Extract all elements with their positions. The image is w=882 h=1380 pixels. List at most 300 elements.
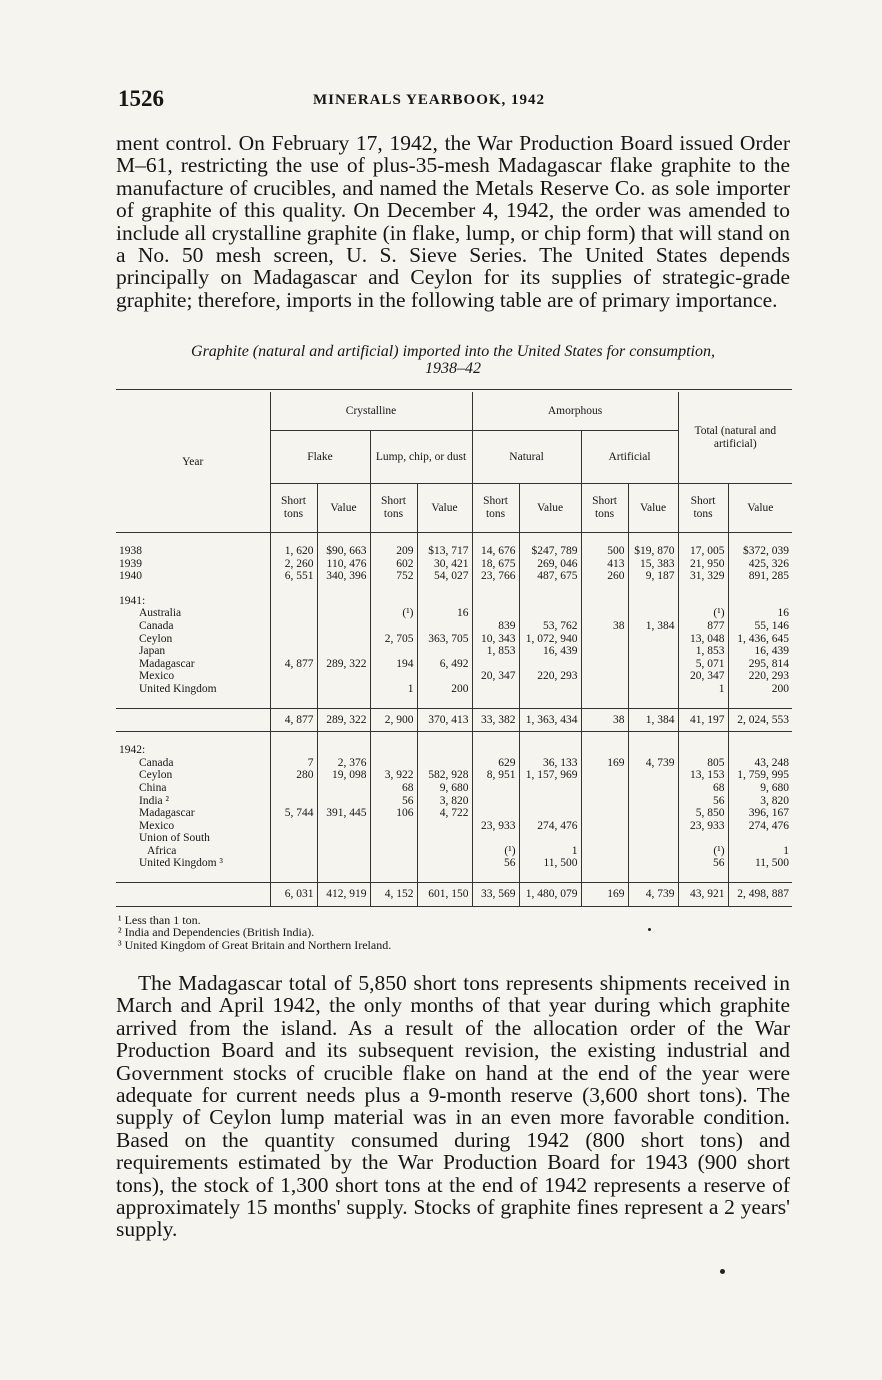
country-row-1942 <box>116 820 792 833</box>
table-cell: 582, 928 <box>417 769 472 782</box>
footnote-3: ³ United Kingdom of Great Britain and Northern Ireland. <box>118 937 392 952</box>
table-cell: 363, 705 <box>417 633 472 646</box>
table-cell <box>628 870 678 883</box>
table-cell <box>519 683 581 696</box>
table-cell: 280 <box>270 769 317 782</box>
table-cell: 33, 382 <box>472 708 519 732</box>
table-cell <box>628 807 678 820</box>
table-cell: 16 <box>728 607 792 620</box>
table-cell: 17, 005 <box>678 545 728 558</box>
table-cell <box>317 607 370 620</box>
row-label: 1939 <box>119 557 142 570</box>
table-cell <box>370 857 417 870</box>
table-cell <box>728 533 792 546</box>
table-cell <box>678 533 728 546</box>
table-cell: (¹) <box>370 607 417 620</box>
table-cell <box>417 533 472 546</box>
table-cell <box>581 744 628 757</box>
table-cell: 7 <box>270 757 317 770</box>
row-label: Union of South <box>139 832 210 845</box>
table-cell <box>628 744 678 757</box>
table-cell: $372, 039 <box>728 545 792 558</box>
table-cell <box>417 870 472 883</box>
table-cell <box>317 732 370 745</box>
table-cell <box>628 769 678 782</box>
table-cell: 3, 820 <box>417 795 472 808</box>
short-tons-header: Short tons <box>678 484 728 533</box>
table-cell: 5, 071 <box>678 658 728 671</box>
table-cell <box>317 595 370 608</box>
row-label: Ceylon <box>139 769 173 782</box>
table-cell <box>317 533 370 546</box>
table-cell <box>728 870 792 883</box>
table-cell: (¹) <box>678 607 728 620</box>
table-cell <box>317 683 370 696</box>
table-cell <box>417 732 472 745</box>
table-cell <box>417 857 472 870</box>
table-cell: 56 <box>678 857 728 870</box>
table-cell: 5, 850 <box>678 807 728 820</box>
row-label: India ² <box>139 794 169 807</box>
table-cell: 601, 150 <box>417 883 472 907</box>
table-cell <box>370 845 417 858</box>
table-cell: 200 <box>417 683 472 696</box>
table-cell <box>370 732 417 745</box>
row-label: Madagascar <box>139 807 195 820</box>
table-cell <box>519 795 581 808</box>
table-cell <box>317 820 370 833</box>
table-cell: 14, 676 <box>472 545 519 558</box>
table-cell <box>678 832 728 845</box>
table-cell: 20, 347 <box>678 670 728 683</box>
row-label: Africa <box>147 844 177 857</box>
table-cell <box>417 620 472 633</box>
table-cell: 11, 500 <box>728 857 792 870</box>
table-cell: 43, 921 <box>678 883 728 907</box>
table-cell: 370, 413 <box>417 708 472 732</box>
table-cell <box>628 832 678 845</box>
table-cell: 209 <box>370 545 417 558</box>
table-cell <box>417 820 472 833</box>
row-label: Canada <box>139 756 174 769</box>
spacer-row <box>116 696 792 709</box>
table-cell: 2, 024, 553 <box>728 708 792 732</box>
row-label: United Kingdom ³ <box>139 857 223 870</box>
table-cell: 839 <box>472 620 519 633</box>
table-cell: $90, 663 <box>317 545 370 558</box>
table-cell: 1 <box>678 683 728 696</box>
table-cell <box>270 732 317 745</box>
table-cell <box>417 670 472 683</box>
table-cell: 4, 877 <box>270 658 317 671</box>
table-cell <box>317 620 370 633</box>
table-cell <box>472 744 519 757</box>
table-cell: 36, 133 <box>519 757 581 770</box>
table-cell <box>581 583 628 595</box>
table-cell: 23, 933 <box>472 820 519 833</box>
table-cell <box>472 807 519 820</box>
table-cell <box>370 832 417 845</box>
table-cell <box>628 670 678 683</box>
table-cell: $19, 870 <box>628 545 678 558</box>
table-cell: 413 <box>581 558 628 571</box>
short-tons-header: Short tons <box>270 484 317 533</box>
table-cell <box>472 870 519 883</box>
lump-header: Lump, chip, or dust <box>370 431 472 484</box>
row-label: Canada <box>139 619 174 632</box>
table-cell: 13, 048 <box>678 633 728 646</box>
table-cell <box>628 533 678 546</box>
table-cell: 1, 759, 995 <box>728 769 792 782</box>
table-cell <box>519 832 581 845</box>
year-header: Year <box>116 392 270 533</box>
table-cell <box>270 633 317 646</box>
row-label: Mexico <box>139 670 175 683</box>
table-cell: 3, 820 <box>728 795 792 808</box>
table-cell: 13, 153 <box>678 769 728 782</box>
spacer-row <box>116 583 792 595</box>
table-cell <box>519 607 581 620</box>
spacer-row <box>116 732 792 745</box>
table-cell <box>370 533 417 546</box>
country-row-1941 <box>116 633 792 646</box>
table-cell <box>628 820 678 833</box>
country-row-1942 <box>116 795 792 808</box>
table-cell: 629 <box>472 757 519 770</box>
table-cell <box>519 658 581 671</box>
table-cell <box>370 620 417 633</box>
total-row-1942 <box>116 883 792 907</box>
table-cell: 15, 383 <box>628 558 678 571</box>
table-top-rule <box>116 389 792 390</box>
table-cell: 20, 347 <box>472 670 519 683</box>
table-cell <box>728 696 792 709</box>
table-cell: 16, 439 <box>728 645 792 658</box>
table-cell: 2, 376 <box>317 757 370 770</box>
table-cell: 54, 027 <box>417 570 472 583</box>
row-label: Madagascar <box>139 657 195 670</box>
table-cell: 68 <box>370 782 417 795</box>
table-cell <box>270 845 317 858</box>
row-label: Ceylon <box>139 632 173 645</box>
table-cell <box>417 744 472 757</box>
table-cell <box>417 583 472 595</box>
table-cell <box>270 595 317 608</box>
spacer-row <box>116 870 792 883</box>
table-cell <box>417 832 472 845</box>
table-cell <box>472 696 519 709</box>
table-cell <box>270 533 317 546</box>
table-cell: 289, 322 <box>317 658 370 671</box>
artificial-header: Artificial <box>581 431 678 484</box>
table-cell <box>728 595 792 608</box>
table-cell <box>581 670 628 683</box>
caption-line-1: Graphite (natural and artificial) imported into the United States for consumption, <box>191 343 715 360</box>
table-cell <box>628 595 678 608</box>
table-cell: 23, 766 <box>472 570 519 583</box>
table-cell: 1, 384 <box>628 708 678 732</box>
value-header: Value <box>317 484 370 533</box>
table-cell <box>270 782 317 795</box>
table-cell <box>581 533 628 546</box>
table-cell: 1, 072, 940 <box>519 633 581 646</box>
table-cell: 16, 439 <box>519 645 581 658</box>
total-header: Total (natural and artificial) <box>678 392 792 484</box>
table-cell: 220, 293 <box>519 670 581 683</box>
table-cell <box>628 633 678 646</box>
table-cell <box>317 744 370 757</box>
table-cell: 877 <box>678 620 728 633</box>
table-cell: 30, 421 <box>417 558 472 571</box>
table-cell <box>472 832 519 845</box>
table-cell: 289, 322 <box>317 708 370 732</box>
short-tons-header: Short tons <box>472 484 519 533</box>
table-cell: 295, 814 <box>728 658 792 671</box>
table-cell: 500 <box>581 545 628 558</box>
table-cell: 6, 551 <box>270 570 317 583</box>
table-cell: $247, 789 <box>519 545 581 558</box>
country-row-1941 <box>116 645 792 658</box>
graphite-imports-table <box>116 392 792 907</box>
table-cell <box>678 744 728 757</box>
table-cell: 2, 900 <box>370 708 417 732</box>
table-cell <box>270 583 317 595</box>
table-cell <box>317 645 370 658</box>
table-cell <box>270 857 317 870</box>
table-cell <box>317 870 370 883</box>
table-cell <box>417 757 472 770</box>
total-row-1941 <box>116 708 792 732</box>
table-cell: 1, 620 <box>270 545 317 558</box>
table-cell <box>519 870 581 883</box>
page-number: 1526 <box>118 86 164 111</box>
union-of-south-africa-row-line2 <box>116 845 792 858</box>
table-cell: 4, 722 <box>417 807 472 820</box>
table-cell <box>116 583 270 595</box>
table-cell <box>270 607 317 620</box>
table-cell <box>581 607 628 620</box>
table-cell <box>628 857 678 870</box>
table-cell <box>728 583 792 595</box>
section-1941 <box>116 595 792 608</box>
country-row-1941 <box>116 683 792 696</box>
row-label <box>116 883 270 907</box>
table-cell: 169 <box>581 883 628 907</box>
table-cell <box>270 832 317 845</box>
table-cell <box>370 696 417 709</box>
table-cell <box>370 583 417 595</box>
section-1942 <box>116 744 792 757</box>
row-label <box>116 708 270 732</box>
table-cell: 23, 933 <box>678 820 728 833</box>
table-cell <box>270 744 317 757</box>
table-cell: 56 <box>678 795 728 808</box>
short-tons-header: Short tons <box>581 484 628 533</box>
spacer-row <box>116 533 792 546</box>
table-cell: 340, 396 <box>317 570 370 583</box>
table-cell <box>628 782 678 795</box>
table-cell <box>519 533 581 546</box>
table-cell: 9, 680 <box>417 782 472 795</box>
table-cell: 56 <box>472 857 519 870</box>
table-cell: 274, 476 <box>728 820 792 833</box>
table-bottom-rule <box>116 906 792 907</box>
table-cell <box>116 870 270 883</box>
table-cell <box>417 645 472 658</box>
table-cell: 274, 476 <box>519 820 581 833</box>
table-cell: 2, 705 <box>370 633 417 646</box>
table-cell <box>581 696 628 709</box>
table-cell <box>678 583 728 595</box>
table-cell <box>519 595 581 608</box>
table-cell <box>317 857 370 870</box>
table-cell: 805 <box>678 757 728 770</box>
table-cell <box>581 857 628 870</box>
table-cell <box>581 683 628 696</box>
print-speck <box>648 928 651 931</box>
row-label: Mexico <box>139 819 175 832</box>
table-cell: 4, 877 <box>270 708 317 732</box>
table-cell: 260 <box>581 570 628 583</box>
table-cell <box>116 732 270 745</box>
table-cell <box>728 832 792 845</box>
table-cell <box>678 595 728 608</box>
table-cell <box>317 633 370 646</box>
country-row-1941 <box>116 620 792 633</box>
table-cell <box>519 782 581 795</box>
value-header: Value <box>628 484 678 533</box>
table-cell <box>417 595 472 608</box>
paragraph-intro: ment control. On February 17, 1942, the War Production Board issued Order M–61, restricting the use of plus-35-mesh Madagascar flake graphite to the manufacture of crucibles, and named the Metals Reserve Co. as sole importer of graphite of this quality. On December 4, 1942, the order was amended to include all crystalline graphite (in flake, lump, or chip form) that will stand on a No. 50 mesh screen, U. S. Sieve Series. The United States depends principally on Madagascar and Ceylon for its supplies of strategic-grade graphite; therefore, imports in the following table are of primary importance. <box>116 131 790 312</box>
table-caption <box>116 343 790 377</box>
table-cell: 6, 031 <box>270 883 317 907</box>
table-cell <box>519 696 581 709</box>
table-cell <box>628 658 678 671</box>
table-cell <box>472 595 519 608</box>
table-cell <box>581 782 628 795</box>
table-cell <box>370 645 417 658</box>
table-cell <box>417 696 472 709</box>
year-row <box>116 545 792 558</box>
table-cell <box>370 595 417 608</box>
table-cell: 41, 197 <box>678 708 728 732</box>
table-cell: 55, 146 <box>728 620 792 633</box>
table-cell <box>581 633 628 646</box>
table-cell: 891, 285 <box>728 570 792 583</box>
page-header <box>118 86 790 118</box>
table-cell <box>270 820 317 833</box>
table-cell <box>581 832 628 845</box>
table-cell: 19, 098 <box>317 769 370 782</box>
table-cell <box>270 620 317 633</box>
table-cell: 106 <box>370 807 417 820</box>
short-tons-header: Short tons <box>370 484 417 533</box>
table-cell <box>317 845 370 858</box>
table-cell <box>370 820 417 833</box>
flake-header: Flake <box>270 431 370 484</box>
table-cell: 1, 157, 969 <box>519 769 581 782</box>
row-label: 1938 <box>119 545 142 557</box>
table-cell <box>270 670 317 683</box>
table-cell: 9, 680 <box>728 782 792 795</box>
table-cell: 5, 744 <box>270 807 317 820</box>
table-cell: 425, 326 <box>728 558 792 571</box>
footnotes <box>118 914 391 951</box>
table-cell <box>628 795 678 808</box>
table-cell: 110, 476 <box>317 558 370 571</box>
table-cell <box>519 807 581 820</box>
table-cell: 4, 152 <box>370 883 417 907</box>
table-cell <box>472 782 519 795</box>
united-kingdom-row-1942 <box>116 857 792 870</box>
table-cell: 2, 260 <box>270 558 317 571</box>
table-cell: 8, 951 <box>472 769 519 782</box>
table-cell <box>628 732 678 745</box>
table-cell: 200 <box>728 683 792 696</box>
table-cell <box>628 645 678 658</box>
table-cell <box>678 696 728 709</box>
table-cell: 1, 436, 645 <box>728 633 792 646</box>
year-row <box>116 570 792 583</box>
table-cell <box>581 845 628 858</box>
table-cell <box>628 683 678 696</box>
table-cell: 1, 853 <box>678 645 728 658</box>
table-cell <box>317 832 370 845</box>
natural-header: Natural <box>472 431 581 484</box>
table-cell <box>581 870 628 883</box>
table-cell <box>581 820 628 833</box>
table-cell: 1 <box>519 845 581 858</box>
table-cell <box>472 658 519 671</box>
table-cell <box>270 696 317 709</box>
row-label: 1942: <box>119 744 146 757</box>
table-cell: 269, 046 <box>519 558 581 571</box>
table-cell <box>581 795 628 808</box>
crystalline-header: Crystalline <box>270 392 472 431</box>
table-cell: 412, 919 <box>317 883 370 907</box>
table-cell <box>581 807 628 820</box>
table-cell: 194 <box>370 658 417 671</box>
year-row <box>116 558 792 571</box>
table-cell: 10, 343 <box>472 633 519 646</box>
table-cell: 1, 480, 079 <box>519 883 581 907</box>
table-cell: 1 <box>370 683 417 696</box>
table-cell: 6, 492 <box>417 658 472 671</box>
table-cell: 31, 329 <box>678 570 728 583</box>
table-cell: 1, 363, 434 <box>519 708 581 732</box>
country-row-1941 <box>116 607 792 620</box>
table-cell <box>519 583 581 595</box>
value-header: Value <box>417 484 472 533</box>
row-label: 1940 <box>119 570 142 583</box>
table-cell: 38 <box>581 620 628 633</box>
row-label: China <box>139 781 167 794</box>
table-cell <box>270 870 317 883</box>
table-cell: 56 <box>370 795 417 808</box>
table-cell: 396, 167 <box>728 807 792 820</box>
table-cell: 3, 922 <box>370 769 417 782</box>
table-cell <box>417 845 472 858</box>
row-label: Japan <box>139 645 166 658</box>
caption-line-2: 1938–42 <box>425 360 481 377</box>
table-cell: 169 <box>581 757 628 770</box>
running-title: MINERALS YEARBOOK, 1942 <box>313 92 546 108</box>
value-header: Value <box>728 484 792 533</box>
table-cell <box>581 645 628 658</box>
table-cell <box>472 533 519 546</box>
paragraph-madagascar-text: The Madagascar total of 5,850 short tons represents shipments received in March and April 1942, the only months of that year during which graphite arrived from the island. As a result of the allocation order of the War Production Board and its subsequent revision, the existing industrial and Government stocks of crucible flake on hand at the end of the year were adequate for current needs plus a 9-month reserve (3,600 short tons). The supply of Ceylon lump material was in an even more favorable condition. Based on the quantity consumed during 1942 (800 short tons) and requirements estimated by the War Production Board for 1943 (900 short tons), the stock of 1,300 short tons at the end of 1942 represents a reserve of approximately 15 months' supply. Stocks of graphite fines represent a 2 years' supply. <box>116 971 790 1242</box>
table-cell <box>370 744 417 757</box>
